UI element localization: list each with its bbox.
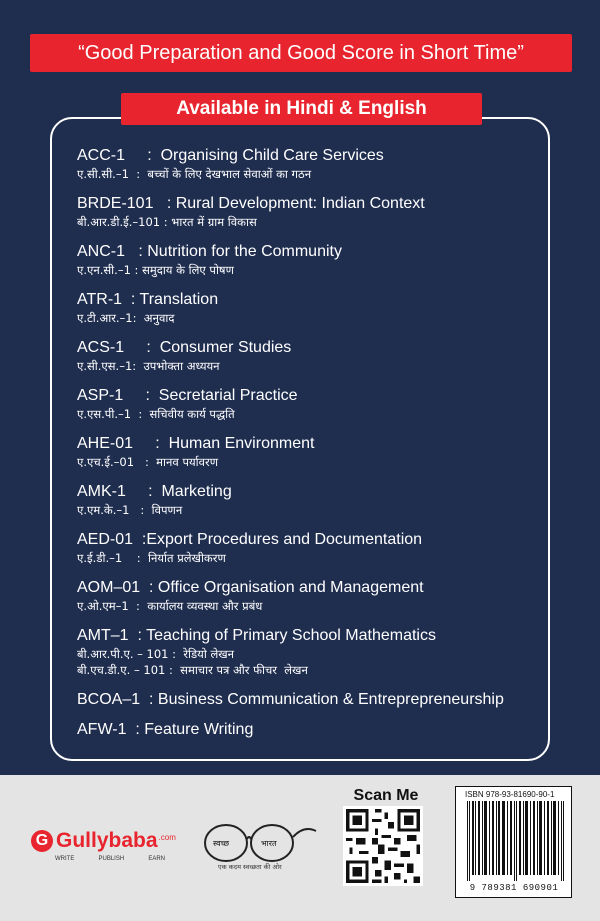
course-title-en: AHE-01 : Human Environment — [77, 435, 315, 452]
course-title-en: BRDE-101 : Rural Development: Indian Context — [77, 195, 425, 212]
course-entry — [77, 530, 547, 566]
course-title-hi: ए.एस.पी.–1 : सचिवीय कार्य पद्धति — [77, 407, 235, 421]
course-title-hi: ए.ई.डी.–1 : निर्यात प्रलेखीकरण — [77, 551, 226, 565]
course-title-en: AED-01 :Export Procedures and Documentation — [77, 531, 423, 548]
tagline-write: WRITE — [55, 856, 75, 862]
course-entry — [77, 663, 547, 678]
brand-suffix: .com — [158, 832, 176, 842]
brand-taglines — [55, 856, 165, 862]
course-title-hi: ए.एम.के.–1 : विपणन — [77, 503, 183, 517]
swachh-slogan: एक कदम स्वच्छता की ओर — [218, 863, 282, 871]
course-title-hi: ए.सी.सी.–1 : बच्चों के लिए देखभाल सेवाओं का गठन — [77, 167, 312, 181]
gullybaba-logo — [31, 829, 176, 853]
course-entry — [77, 194, 547, 230]
course-entry — [77, 338, 547, 374]
qr-code-icon — [343, 806, 423, 886]
tagline-earn: EARN — [148, 856, 165, 862]
course-title-en: AOM–01 : Office Organisation and Management — [77, 579, 424, 596]
course-entry — [77, 690, 547, 709]
gullybaba-g-icon: G — [31, 830, 53, 852]
course-entry — [77, 578, 547, 614]
course-title-hi: ए.सी.एस.–1: उपभोक्ता अध्ययन — [77, 359, 220, 373]
tagline-banner — [30, 34, 572, 72]
scan-me-label: Scan Me — [353, 787, 419, 804]
course-entry — [77, 386, 547, 422]
availability-text: Available in Hindi & English — [176, 98, 427, 119]
availability-banner — [121, 93, 482, 125]
course-title-en: AMK-1 : Marketing — [77, 483, 232, 500]
course-title-en: ATR-1 : Translation — [77, 291, 219, 308]
course-title-hi: बी.आर.डी.ई.–101 : भारत में ग्राम विकास — [77, 215, 257, 229]
course-entry — [77, 242, 547, 278]
course-title-en: BCOA–1 : Business Communication & Entreprepreneurship — [77, 691, 504, 708]
course-title-en: ASP-1 : Secretarial Practice — [77, 387, 298, 404]
course-title-hi: ए.टी.आर.–1: अनुवाद — [77, 311, 175, 325]
course-entry — [77, 482, 547, 518]
course-title-en: AFW-1 : Feature Writing — [77, 721, 254, 738]
course-list — [77, 146, 547, 739]
course-title-en: AMT–1 : Teaching of Primary School Mathematics — [77, 627, 436, 644]
course-title-hi: ए.एच.ई.–01 : मानव पर्यावरण — [77, 455, 219, 469]
course-title-en: ACS-1 : Consumer Studies — [77, 339, 292, 356]
course-entry — [77, 290, 547, 326]
course-title-hi: ए.ओ.एम–1 : कार्यालय व्यवस्था और प्रबंध — [77, 599, 263, 613]
course-title-hi: बी.एच.डी.ए. – 101 : समाचार पत्र और फीचर लेखन — [77, 663, 308, 677]
course-title-en: ACC-1 : Organising Child Care Services — [77, 147, 384, 164]
course-title-en: ANC-1 : Nutrition for the Community — [77, 243, 342, 260]
tagline-publish: PUBLISH — [98, 856, 125, 862]
tagline-text: “Good Preparation and Good Score in Short Time” — [78, 41, 524, 64]
course-entry — [77, 626, 547, 662]
barcode-icon — [465, 801, 567, 881]
course-title-hi: बी.आर.पी.ए. – 101 : रेडियो लेखन — [77, 647, 235, 661]
course-entry — [77, 146, 547, 182]
isbn-number: ISBN 978-93-81690-90-1 — [465, 790, 555, 799]
brand-name: Gullybaba — [56, 829, 158, 852]
course-entry — [77, 720, 547, 739]
barcode-digits: 9 789381 690901 — [469, 883, 559, 893]
swachh-word-2: भारत — [261, 839, 277, 848]
swachh-word-1: स्वच्छ — [213, 839, 230, 848]
course-entry — [77, 434, 547, 470]
course-title-hi: ए.एन.सी.–1 : समुदाय के लिए पोषण — [77, 263, 234, 277]
